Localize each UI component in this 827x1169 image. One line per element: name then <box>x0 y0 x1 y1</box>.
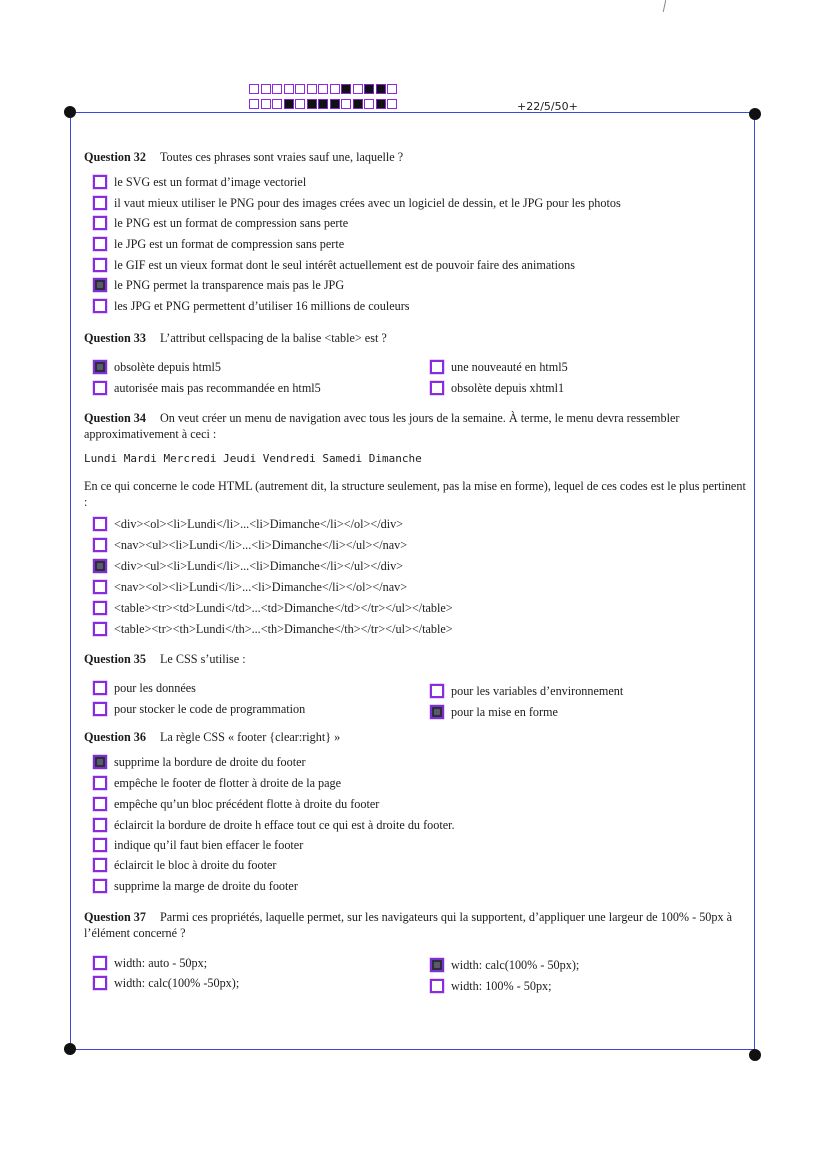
code-bit-filled <box>318 99 328 109</box>
question-text: L’attribut cellspacing de la balise <table> est ? <box>159 331 387 345</box>
answer-option-label: pour stocker le code de programmation <box>114 701 306 716</box>
exam-id: +22/5/50+ <box>517 100 578 113</box>
answer-checkbox[interactable] <box>93 258 107 272</box>
answer-checkbox[interactable] <box>93 299 107 313</box>
answer-option-label: le GIF est un vieux format dont le seul intérêt actuellement est de pouvoir faire des animations <box>114 257 575 272</box>
answer-option[interactable] <box>93 678 196 698</box>
answer-checkbox[interactable] <box>430 381 444 395</box>
answer-checkbox[interactable] <box>430 979 444 993</box>
question-text: Parmi ces propriétés, laquelle permet, sur les navigateurs qui la supportent, d’appliquer une largeur de 100% - 50px à l’élément concerné ? <box>84 910 733 940</box>
answer-option-label: width: calc(100% - 50px); <box>451 957 580 972</box>
answer-option[interactable] <box>430 702 558 722</box>
question-number: Question 35 <box>84 652 146 666</box>
answer-option-label: éclaircit la bordure de droite h efface tout ce qui est à droite du footer. <box>114 817 455 832</box>
answer-option[interactable] <box>93 953 207 973</box>
code-bit-empty <box>295 99 305 109</box>
answer-checkbox[interactable] <box>93 517 107 531</box>
question-number: Question 32 <box>84 150 146 164</box>
question-34-heading <box>84 410 746 442</box>
answer-option-label: supprime la marge de droite du footer <box>114 878 298 893</box>
answer-checkbox[interactable] <box>93 538 107 552</box>
answer-checkbox[interactable] <box>93 601 107 615</box>
menu-example: Lundi Mardi Mercredi Jeudi Vendredi Samedi Dimanche <box>84 452 422 465</box>
answer-checkbox-checked[interactable] <box>93 278 107 292</box>
answer-checkbox[interactable] <box>93 879 107 893</box>
answer-option[interactable] <box>93 378 321 398</box>
question-text: Le CSS s’utilise : <box>159 652 246 666</box>
code-bit-empty <box>387 84 397 94</box>
answer-checkbox[interactable] <box>93 175 107 189</box>
answer-checkbox-checked[interactable] <box>93 360 107 374</box>
answer-checkbox[interactable] <box>93 858 107 872</box>
answer-option[interactable] <box>93 699 305 719</box>
answer-option[interactable] <box>430 357 568 377</box>
answer-option-label: obsolète depuis html5 <box>114 359 221 374</box>
code-bit-empty <box>261 99 271 109</box>
answer-option[interactable] <box>93 773 341 793</box>
code-bit-filled <box>353 99 363 109</box>
answer-option-label: pour les données <box>114 680 196 695</box>
binary-code-row-2 <box>249 99 397 109</box>
answer-option-label: pour les variables d’environnement <box>451 683 624 698</box>
answer-checkbox[interactable] <box>93 681 107 695</box>
answer-option[interactable] <box>93 835 303 855</box>
answer-option-label: width: 100% - 50px; <box>451 978 552 993</box>
answer-checkbox[interactable] <box>93 797 107 811</box>
code-bit-empty <box>284 84 294 94</box>
code-bit-filled <box>341 84 351 94</box>
answer-option[interactable] <box>93 556 403 576</box>
answer-option[interactable] <box>93 255 575 275</box>
answer-option-label: <table><tr><th>Lundi</th>...<th>Dimanche</th></tr></ul></table> <box>114 621 453 636</box>
code-bit-filled <box>376 99 386 109</box>
answer-option-label: obsolète depuis xhtml1 <box>451 380 565 395</box>
answer-option[interactable] <box>93 357 221 377</box>
answer-checkbox[interactable] <box>93 216 107 230</box>
answer-checkbox[interactable] <box>93 237 107 251</box>
answer-option-label: le JPG est un format de compression sans perte <box>114 236 345 251</box>
answer-option-label: éclaircit le bloc à droite du footer <box>114 857 277 872</box>
answer-option-label: il vaut mieux utiliser le PNG pour des images crées avec un logiciel de dessin, et le JPG pour les photos <box>114 195 621 210</box>
code-bit-empty <box>272 99 282 109</box>
code-bit-filled <box>364 84 374 94</box>
answer-checkbox[interactable] <box>93 956 107 970</box>
answer-option-label: les JPG et PNG permettent d’utiliser 16 millions de couleurs <box>114 298 410 313</box>
answer-option-label: pour la mise en forme <box>451 704 558 719</box>
answer-checkbox[interactable] <box>93 818 107 832</box>
answer-option[interactable] <box>93 213 348 233</box>
answer-option-label: <nav><ul><li>Lundi</li>...<li>Dimanche</li></ul></nav> <box>114 537 408 552</box>
answer-checkbox[interactable] <box>93 580 107 594</box>
question-text: La règle CSS « footer {clear:right} » <box>159 730 341 744</box>
code-bit-empty <box>272 84 282 94</box>
answer-option[interactable] <box>93 172 306 192</box>
answer-option-label: autorisée mais pas recommandée en html5 <box>114 380 321 395</box>
answer-option-label: width: calc(100% -50px); <box>114 975 240 990</box>
code-bit-empty <box>261 84 271 94</box>
corner-marker-bottom-left <box>64 1043 76 1055</box>
code-bit-empty <box>364 99 374 109</box>
answer-checkbox-checked[interactable] <box>430 705 444 719</box>
answer-option[interactable] <box>430 681 623 701</box>
question-number: Question 36 <box>84 730 146 744</box>
question-number: Question 37 <box>84 910 146 924</box>
code-bit-empty <box>353 84 363 94</box>
binary-code-row-1 <box>249 84 397 94</box>
answer-option[interactable] <box>93 855 276 875</box>
answer-option[interactable] <box>430 378 564 398</box>
answer-option-label: le SVG est un format d’image vectoriel <box>114 174 307 189</box>
answer-option[interactable] <box>93 193 621 213</box>
question-36-heading <box>84 729 746 745</box>
answer-option-label: <nav><ol><li>Lundi</li>...<li>Dimanche</li></ol></nav> <box>114 579 408 594</box>
scan-mark <box>663 0 666 12</box>
answer-option[interactable] <box>93 296 410 316</box>
answer-option-label: empêche le footer de flotter à droite de la page <box>114 775 342 790</box>
answer-checkbox[interactable] <box>430 360 444 374</box>
question-33-heading <box>84 330 746 346</box>
question-number: Question 34 <box>84 411 146 425</box>
code-bit-filled <box>307 99 317 109</box>
question-text: On veut créer un menu de navigation avec tous les jours de la semaine. À terme, le menu devra ressembler approximativement à ceci : <box>84 411 680 441</box>
code-bit-empty <box>249 84 259 94</box>
answer-option[interactable] <box>93 752 306 772</box>
question-text: Toutes ces phrases sont vraies sauf une, laquelle ? <box>159 150 404 164</box>
answer-checkbox[interactable] <box>93 776 107 790</box>
answer-checkbox[interactable] <box>93 976 107 990</box>
code-bit-empty <box>387 99 397 109</box>
answer-option[interactable] <box>93 794 379 814</box>
answer-option[interactable] <box>93 275 344 295</box>
answer-option[interactable] <box>430 955 579 975</box>
answer-option-label: empêche qu’un bloc précédent flotte à droite du footer <box>114 796 380 811</box>
answer-option[interactable] <box>93 598 453 618</box>
answer-option-label: <div><ul><li>Lundi</li>...<li>Dimanche</li></ul></div> <box>114 558 404 573</box>
corner-marker-top-left <box>64 106 76 118</box>
answer-option[interactable] <box>93 234 344 254</box>
code-bit-filled <box>330 99 340 109</box>
code-bit-empty <box>341 99 351 109</box>
answer-checkbox-checked[interactable] <box>430 958 444 972</box>
code-bit-empty <box>330 84 340 94</box>
code-bit-filled <box>284 99 294 109</box>
answer-option[interactable] <box>93 619 453 639</box>
answer-option-label: <div><ol><li>Lundi</li>...<li>Dimanche</li></ol></div> <box>114 516 404 531</box>
answer-option-label: supprime la bordure de droite du footer <box>114 754 306 769</box>
answer-option-label: une nouveauté en html5 <box>451 359 568 374</box>
code-bit-filled <box>376 84 386 94</box>
answer-option-label: <table><tr><td>Lundi</td>...<td>Dimanche</td></tr></ul></table> <box>114 600 453 615</box>
answer-checkbox[interactable] <box>430 684 444 698</box>
answer-option[interactable] <box>93 577 407 597</box>
answer-option-label: indique qu’il faut bien effacer le footer <box>114 837 304 852</box>
answer-option[interactable] <box>93 815 455 835</box>
question-followup: En ce qui concerne le code HTML (autrement dit, la structure seulement, pas la mise en forme), lequel de ces codes est le plus pertinent : <box>84 479 746 509</box>
answer-option[interactable] <box>93 514 403 534</box>
code-bit-empty <box>307 84 317 94</box>
answer-checkbox[interactable] <box>93 196 107 210</box>
answer-option-label: width: auto - 50px; <box>114 955 208 970</box>
answer-checkbox-checked[interactable] <box>93 559 107 573</box>
answer-option-label: le PNG permet la transparence mais pas le JPG <box>114 277 345 292</box>
corner-marker-bottom-right <box>749 1049 761 1061</box>
question-number: Question 33 <box>84 331 146 345</box>
answer-option-label: le PNG est un format de compression sans perte <box>114 215 349 230</box>
code-bit-empty <box>295 84 305 94</box>
answer-checkbox-checked[interactable] <box>93 755 107 769</box>
answer-option[interactable] <box>93 535 407 555</box>
answer-checkbox[interactable] <box>93 702 107 716</box>
answer-option[interactable] <box>430 976 552 996</box>
question-37-heading <box>84 909 746 941</box>
answer-option[interactable] <box>93 876 298 896</box>
answer-option[interactable] <box>93 973 239 993</box>
answer-checkbox[interactable] <box>93 838 107 852</box>
answer-checkbox[interactable] <box>93 622 107 636</box>
answer-checkbox[interactable] <box>93 381 107 395</box>
code-bit-empty <box>318 84 328 94</box>
code-bit-empty <box>249 99 259 109</box>
question-35-heading <box>84 651 746 667</box>
corner-marker-top-right <box>749 108 761 120</box>
question-32-heading <box>84 149 746 165</box>
